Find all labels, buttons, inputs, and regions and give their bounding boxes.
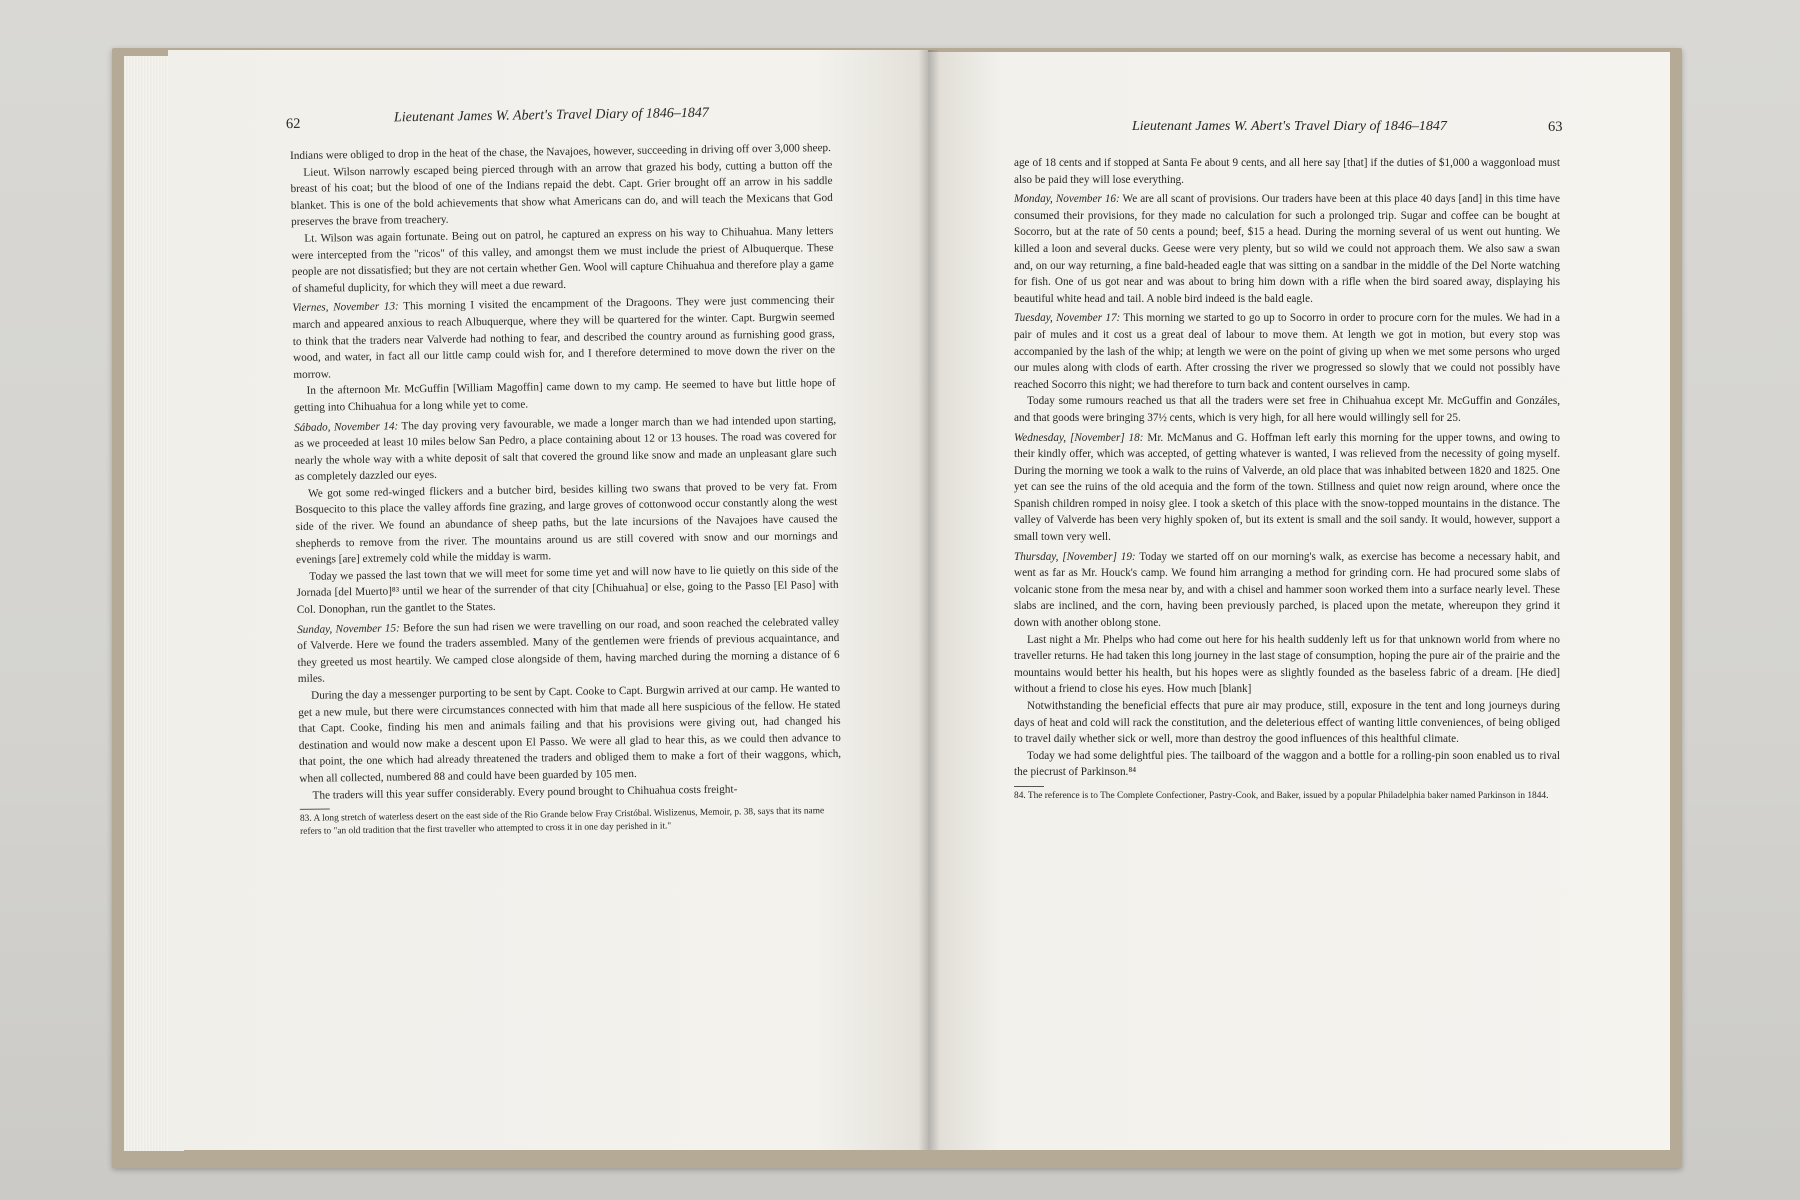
paragraph: Today we had some delightful pies. The tailboard of the waggon and a bottle for a rolling-pin soon enabled us to rival the piecrust of Parkinson.⁸⁴: [1014, 749, 1560, 779]
footnote-rule: [1014, 786, 1044, 787]
entry-date: Sábado, November 14:: [294, 419, 399, 434]
entry-date: Viernes, November 13:: [292, 300, 399, 315]
paragraph: Last night a Mr. Phelps who had come out here for his health suddenly left us for that unknown world from where no traveller returns. He had taken this long journey in the last stage of consumption, hoping the pure air of the prairie and the mountains would better his health, but his hopes were as slightly founded as the baseless fabric of a dream. [He died] without a friend to close his eyes. How much [blank]: [1014, 633, 1560, 696]
paragraph: Today some rumours reached us that all the traders were set free in Chihuahua except Mr. McGuffin and Gonzáles, and that goods were bringing 37½ cents, which is very high, for all here would willingly sell for 25.: [1014, 395, 1560, 424]
entry-text: This morning I visited the encampment of the Dragoons. They were just commencing their march and appeared anxious to reach Albuquerque, where they will be quartered for the winter. Capt. Burgwin seemed to think that the traders near Valverde had nothing to fear, and described the country around as furnishing good grass, wood, and water, in fact all our little camp could wish for, and I therefore determined to move down the river on the morrow.: [292, 294, 836, 381]
entry-date: Sunday, November 15:: [297, 622, 400, 636]
entry-text: Today we started off on our morning's walk, as exercise has become a necessary habit, and went as far as Mr. Houck's camp. We found him arranging a method for grinding corn. He had procured some slabs of volcanic stone from the mesa near by, and with a chisel and hammer soon worked them into a surface nearly level. These slabs are inclined, and the corn, having been previously parched, is placed upon the metate, whereupon they grind it down with another oblong stone.: [1014, 550, 1560, 630]
diary-entry: [1014, 549, 1560, 632]
left-page: [168, 50, 928, 1150]
page-number: 62: [285, 115, 301, 133]
body-text: [290, 140, 842, 838]
paragraph: age of 18 cents and if stopped at Santa Fe about 9 cents, and all here say [that] if the duties of $1,000 a waggonload must also be paid they will lose everything.: [1014, 157, 1560, 186]
paragraph: We got some red-winged flickers and a butcher bird, besides killing two swans that proved to be very fat. From Bosquecito to this place the valley affords fine grazing, and large groves of cottonwood occur constantly along the west side of the river. We found an abundance of sheep paths, but the late incursions of the Navajoes have caused the shepherds to remove from the river. The mountains around us are still covered with snow and our mornings and evenings [are] extremely cold while the midday is warm.: [295, 479, 838, 567]
page-number: 63: [1548, 119, 1563, 135]
footnote: [1014, 790, 1560, 802]
diary-entry: [1014, 310, 1560, 393]
diary-entry: [1014, 430, 1560, 546]
entry-date: Thursday, [November] 19:: [1014, 550, 1136, 563]
diary-entry: [292, 292, 835, 383]
entry-text: We are all scant of provisions. Our traders have been at this place 40 days [and] in this time have consumed their provisions, for they made no calculation for such a prolonged trip. Sugar and coffee can be bought at Socorro, but at the rate of 50 cents a pound; beef, $15 a head. During the morning several of us went out hunting. We killed a loon and several ducks. Geese were very plenty, but so wild we could not approach them. We also saw a swan and, on our way returning, a fine bald-headed eagle that was sitting on a sandbar in the middle of the Del Norte watching for fish. One of us got near and was about to bring him down with a rifle when the bird soared away, displaying his beautiful white head and tail. A noble bird indeed is the bald eagle.: [1014, 193, 1560, 305]
paragraph: In the afternoon Mr. McGuffin [William Magoffin] came down to my camp. He seemed to have but little hope of getting into Chihuahua for a long while yet to come.: [293, 377, 836, 414]
paragraph: During the day a messenger purporting to be sent by Capt. Cooke to Capt. Burgwin arrived at our camp. He wanted to get a new mule, but there were circumstances connected with him that made all here suspicious of the fellow. He stated that Capt. Cooke, finding his men and animals failing and that his provisions were giving out, had changed his destination and would now make a descent upon El Passo. We were all glad to hear this, as we could then advance to that point, the one which had already threatened the traders and obliged them to make a fort of their waggons, which, when all collected, numbered 88 and could have been guarded by 105 men.: [298, 681, 842, 785]
running-head: Lieutenant James W. Abert's Travel Diary of 1846–1847: [393, 105, 709, 126]
paragraph: Lieut. Wilson narrowly escaped being pierced through with an arrow that grazed his body, cutting a button off the breast of his coat; but the blood of one of the Indians repaid the debt. Capt. Grier brought off an arrow in his saddle blanket. This is one of the bold achievements that show what Americans can do, and will teach the Mexicans that God preserves the brave from treachery.: [290, 158, 833, 229]
body-text: [1014, 155, 1560, 802]
paragraph: Indians were obliged to drop in the heat of the chase, the Navajoes, however, succeeding in driving off over 3,000 sheep.: [290, 141, 831, 162]
running-head: Lieutenant James W. Abert's Travel Diary of 1846–1847: [1132, 119, 1447, 134]
footnote-text: 84. The reference is to The Complete Confectioner, Pastry-Cook, and Baker, issued by a popular Philadelphia baker named Parkinson in 1844.: [1014, 790, 1549, 801]
footnote-rule: [300, 809, 330, 810]
paragraph: Lt. Wilson was again fortunate. Being out on patrol, he captured an express on his way to Chihuahua. Many letters were intercepted from the "ricos" of this valley, and amongst them we must include the priest of Albuquerque. These people are not dissatisfied; but they are not certain whether Gen. Wool will capture Chihuahua and therefore play a game of shameful duplicity, for which they will meet a due reward.: [291, 224, 834, 295]
entry-date: Monday, November 16:: [1014, 193, 1120, 206]
diary-entry: [297, 614, 840, 688]
paragraph: Notwithstanding the beneficial effects that pure air may produce, still, exposure in the tent and long journeys during days of heat and cold will rack the constitution, and the deleterious effect of wanting little conveniences, of being obliged to travel daily whether sick or well, more than destroy the good influences of this healthful climate.: [1014, 700, 1560, 746]
footnote: [300, 805, 842, 838]
diary-entry: [1014, 191, 1560, 307]
footnote-text: 83. A long stretch of waterless desert on the east side of the Rio Grande below Fray Cristóbal. Wislizenus, Memoir, p. 38, says that its name refers to "an old tradition that the first traveller who attempted to cross it in one day perished in it.": [299, 806, 825, 837]
entry-text: Before the sun had risen we were travelling on our road, and soon reached the celebrated valley of Valverde. Here we found the traders assembled. Many of the gentlemen were friends of previous acquaintance, and they greeted us most heartily. We camped close alongside of them, having marched during the morning a distance of 6 miles.: [297, 615, 840, 686]
entry-text: The day proving very favourable, we made a longer march than we had intended upon starting, as we proceeded at least 10 miles below San Pedro, a place containing about 12 or 13 houses. The road was covered for nearly the whole way with a white deposit of salt that covered the ground like snow and made an unpleasant glare such as completely dazzled our eyes.: [294, 413, 837, 484]
right-page: [928, 52, 1670, 1150]
paragraph: Today we passed the last town that we will meet for some time yet and will now have to lie quietly on this side of the Jornada [del Muerto]⁸³ until we hear of the surrender of that city [Chihuahua] or else, going to the Passo [El Paso] with Col. Donophan, run the gantlet to the States.: [296, 562, 839, 616]
entry-text: Mr. McManus and G. Hoffman left early this morning for the upper towns, and owing to their kindly offer, which was accepted, of getting whatever is wanted, I was relieved from the necessity of going myself. During the morning we took a walk to the ruins of Valverde, an old place that was inhabited between 1820 and 1825. One yet can see the ruins of the old acequia and the form of the town. Stillness and quiet now reign around, where once the Spanish children romped in noisy glee. I took a sketch of this place with the snow-topped mountains in the distance. The valley of Valverde has been very highly spoken of, but its extent is small and the soil sandy. It would, however, support a small town very well.: [1014, 431, 1560, 544]
entry-date: Wednesday, [November] 18:: [1014, 431, 1144, 444]
diary-entry: [294, 411, 837, 485]
entry-date: Tuesday, November 17:: [1014, 312, 1121, 325]
paragraph: The traders will this year suffer considerably. Every pound brought to Chihuahua costs freight-: [312, 782, 738, 802]
book-gutter: [918, 50, 940, 1150]
entry-text: This morning we started to go up to Socorro in order to procure corn for the mules. We had in a pair of mules and it cost us a great deal of labour to move them. At length we got in motion, but every stop was accompanied by the lash of the whip; at length we were on the point of giving up when we met some persons who urged our mules along with clods of earth. After crossing the river we progressed so slowly that we could not possibly have reached Socorro this night; we had therefore to turn back and content ourselves in camp.: [1014, 312, 1560, 391]
